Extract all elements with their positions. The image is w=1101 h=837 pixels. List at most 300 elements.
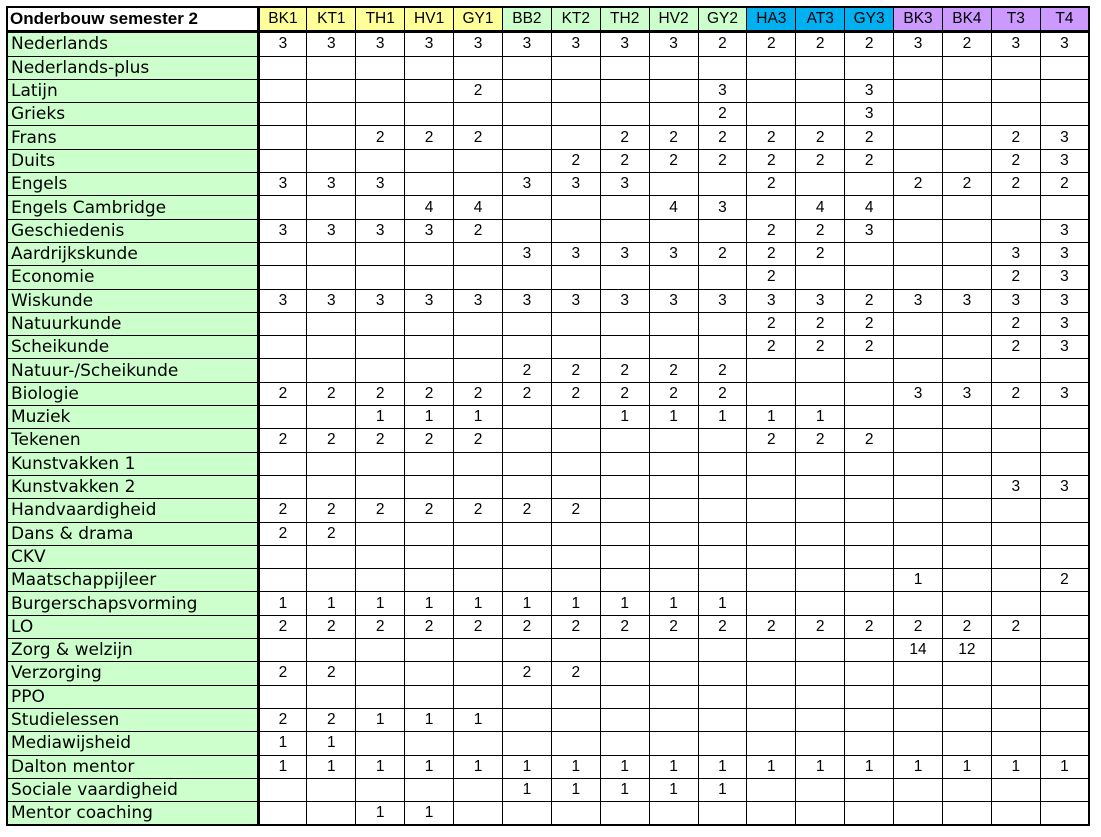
hours-cell[interactable] [942,242,991,265]
hours-cell[interactable]: 2 [649,149,698,172]
hours-cell[interactable] [551,545,600,568]
hours-cell[interactable] [307,569,356,592]
hours-cell[interactable]: 1 [551,778,600,801]
hours-cell[interactable]: 2 [796,126,845,149]
hours-cell[interactable] [258,359,307,382]
hours-cell[interactable] [405,778,454,801]
subject-cell[interactable]: Latijn [7,79,258,102]
hours-cell[interactable]: 2 [307,662,356,685]
hours-cell[interactable]: 4 [405,196,454,219]
hours-cell[interactable] [454,569,503,592]
hours-cell[interactable]: 2 [454,615,503,638]
hours-cell[interactable] [845,359,894,382]
hours-cell[interactable]: 1 [649,755,698,778]
hours-cell[interactable] [600,452,649,475]
hours-cell[interactable]: 1 [307,755,356,778]
class-header-t4[interactable]: T4 [1040,7,1089,32]
hours-cell[interactable] [258,103,307,126]
hours-cell[interactable] [894,149,943,172]
hours-cell[interactable] [991,499,1040,522]
hours-cell[interactable] [405,522,454,545]
hours-cell[interactable]: 1 [356,755,405,778]
hours-cell[interactable] [942,219,991,242]
hours-cell[interactable] [307,149,356,172]
hours-cell[interactable]: 3 [1040,336,1089,359]
hours-cell[interactable]: 3 [502,242,551,265]
hours-cell[interactable]: 1 [796,755,845,778]
hours-cell[interactable] [307,475,356,498]
subject-cell[interactable]: Natuur-/Scheikunde [7,359,258,382]
hours-cell[interactable] [405,312,454,335]
hours-cell[interactable]: 2 [845,126,894,149]
hours-cell[interactable]: 3 [698,289,747,312]
class-header-th2[interactable]: TH2 [600,7,649,32]
hours-cell[interactable]: 3 [894,32,943,56]
subject-cell[interactable]: Nederlands-plus [7,56,258,79]
hours-cell[interactable] [649,685,698,708]
hours-cell[interactable] [405,452,454,475]
hours-cell[interactable]: 2 [356,382,405,405]
hours-cell[interactable] [258,545,307,568]
hours-cell[interactable]: 1 [356,406,405,429]
subject-cell[interactable]: Dalton mentor [7,755,258,778]
hours-cell[interactable] [454,266,503,289]
class-header-at3[interactable]: AT3 [796,7,845,32]
hours-cell[interactable] [845,475,894,498]
hours-cell[interactable]: 4 [796,196,845,219]
hours-cell[interactable]: 2 [1040,569,1089,592]
hours-cell[interactable]: 1 [405,802,454,826]
hours-cell[interactable] [845,732,894,755]
subject-cell[interactable]: Nederlands [7,32,258,56]
hours-cell[interactable] [454,639,503,662]
subject-cell[interactable]: Burgerschapsvorming [7,592,258,615]
hours-cell[interactable]: 1 [356,802,405,826]
hours-cell[interactable] [405,266,454,289]
hours-cell[interactable]: 3 [551,32,600,56]
hours-cell[interactable] [649,732,698,755]
hours-cell[interactable] [747,522,796,545]
subject-cell[interactable]: Maatschappijleer [7,569,258,592]
hours-cell[interactable] [454,545,503,568]
hours-cell[interactable]: 3 [845,219,894,242]
hours-cell[interactable] [845,173,894,196]
hours-cell[interactable]: 3 [600,242,649,265]
subject-cell[interactable]: Economie [7,266,258,289]
hours-cell[interactable] [1040,592,1089,615]
hours-cell[interactable] [796,266,845,289]
subject-cell[interactable]: Kunstvakken 2 [7,475,258,498]
hours-cell[interactable] [747,499,796,522]
hours-cell[interactable]: 1 [258,732,307,755]
hours-cell[interactable]: 2 [600,359,649,382]
hours-cell[interactable] [796,662,845,685]
class-header-gy3[interactable]: GY3 [845,7,894,32]
hours-cell[interactable] [454,173,503,196]
hours-cell[interactable] [942,708,991,731]
hours-cell[interactable]: 3 [991,32,1040,56]
class-header-bk4[interactable]: BK4 [942,7,991,32]
hours-cell[interactable]: 1 [405,755,454,778]
hours-cell[interactable]: 2 [698,126,747,149]
subject-cell[interactable]: Mediawijsheid [7,732,258,755]
hours-cell[interactable]: 3 [258,173,307,196]
hours-cell[interactable] [502,569,551,592]
hours-cell[interactable] [307,802,356,826]
hours-cell[interactable] [698,56,747,79]
hours-cell[interactable] [551,569,600,592]
hours-cell[interactable] [845,802,894,826]
hours-cell[interactable] [991,732,1040,755]
hours-cell[interactable] [991,79,1040,102]
hours-cell[interactable]: 2 [551,499,600,522]
hours-cell[interactable] [698,662,747,685]
hours-cell[interactable]: 2 [698,149,747,172]
hours-cell[interactable] [845,685,894,708]
hours-cell[interactable] [600,802,649,826]
hours-cell[interactable] [991,522,1040,545]
hours-cell[interactable]: 2 [356,429,405,452]
hours-cell[interactable]: 1 [258,592,307,615]
hours-cell[interactable] [649,219,698,242]
hours-cell[interactable] [502,685,551,708]
hours-cell[interactable]: 3 [698,79,747,102]
subject-cell[interactable]: PPO [7,685,258,708]
hours-cell[interactable]: 2 [405,499,454,522]
hours-cell[interactable]: 1 [600,755,649,778]
hours-cell[interactable] [454,662,503,685]
hours-cell[interactable] [600,56,649,79]
subject-cell[interactable]: Muziek [7,406,258,429]
hours-cell[interactable]: 2 [845,615,894,638]
hours-cell[interactable] [942,126,991,149]
hours-cell[interactable]: 2 [747,429,796,452]
hours-cell[interactable] [502,475,551,498]
hours-cell[interactable] [894,732,943,755]
hours-cell[interactable] [747,475,796,498]
hours-cell[interactable] [649,499,698,522]
hours-cell[interactable] [502,149,551,172]
hours-cell[interactable]: 2 [502,662,551,685]
hours-cell[interactable]: 2 [551,149,600,172]
hours-cell[interactable] [747,685,796,708]
hours-cell[interactable]: 1 [454,755,503,778]
subject-cell[interactable]: Frans [7,126,258,149]
hours-cell[interactable]: 3 [551,173,600,196]
hours-cell[interactable] [258,56,307,79]
hours-cell[interactable] [502,219,551,242]
hours-cell[interactable]: 2 [991,173,1040,196]
hours-cell[interactable] [698,708,747,731]
hours-cell[interactable] [649,545,698,568]
hours-cell[interactable] [356,685,405,708]
hours-cell[interactable] [551,196,600,219]
hours-cell[interactable]: 2 [307,708,356,731]
hours-cell[interactable] [1040,545,1089,568]
hours-cell[interactable] [747,452,796,475]
hours-cell[interactable] [258,79,307,102]
hours-cell[interactable] [551,406,600,429]
hours-cell[interactable]: 1 [649,406,698,429]
hours-cell[interactable] [698,732,747,755]
hours-cell[interactable]: 2 [991,336,1040,359]
hours-cell[interactable] [747,56,796,79]
hours-cell[interactable]: 2 [551,382,600,405]
hours-cell[interactable] [600,429,649,452]
hours-cell[interactable] [307,56,356,79]
hours-cell[interactable]: 2 [258,615,307,638]
hours-cell[interactable]: 2 [747,149,796,172]
hours-cell[interactable] [649,522,698,545]
hours-cell[interactable]: 3 [845,79,894,102]
hours-cell[interactable] [894,545,943,568]
hours-cell[interactable] [747,359,796,382]
hours-cell[interactable]: 1 [551,592,600,615]
hours-cell[interactable]: 2 [894,615,943,638]
hours-cell[interactable] [845,406,894,429]
subject-cell[interactable]: Dans & drama [7,522,258,545]
hours-cell[interactable] [502,312,551,335]
hours-cell[interactable] [991,103,1040,126]
hours-cell[interactable] [991,639,1040,662]
hours-cell[interactable]: 2 [454,126,503,149]
hours-cell[interactable] [796,499,845,522]
hours-cell[interactable] [551,312,600,335]
hours-cell[interactable]: 2 [405,615,454,638]
hours-cell[interactable]: 2 [698,382,747,405]
hours-cell[interactable]: 1 [307,592,356,615]
subject-cell[interactable]: Geschiedenis [7,219,258,242]
hours-cell[interactable] [600,475,649,498]
hours-cell[interactable] [405,359,454,382]
hours-cell[interactable]: 2 [502,359,551,382]
hours-cell[interactable]: 3 [356,219,405,242]
hours-cell[interactable]: 2 [405,126,454,149]
hours-cell[interactable] [796,802,845,826]
hours-cell[interactable] [796,452,845,475]
hours-cell[interactable] [454,732,503,755]
hours-cell[interactable] [405,569,454,592]
hours-cell[interactable]: 1 [600,778,649,801]
hours-cell[interactable] [1040,662,1089,685]
hours-cell[interactable]: 2 [747,336,796,359]
hours-cell[interactable]: 2 [747,242,796,265]
hours-cell[interactable]: 3 [649,242,698,265]
hours-cell[interactable] [796,173,845,196]
hours-cell[interactable] [796,382,845,405]
hours-cell[interactable] [551,522,600,545]
hours-cell[interactable] [942,266,991,289]
hours-cell[interactable] [454,359,503,382]
hours-cell[interactable] [307,452,356,475]
hours-cell[interactable] [258,685,307,708]
hours-cell[interactable] [991,452,1040,475]
hours-cell[interactable] [649,173,698,196]
hours-cell[interactable]: 2 [796,312,845,335]
hours-cell[interactable] [258,802,307,826]
hours-cell[interactable] [1040,406,1089,429]
hours-cell[interactable] [796,359,845,382]
hours-cell[interactable]: 3 [502,173,551,196]
hours-cell[interactable] [796,732,845,755]
hours-cell[interactable]: 3 [698,196,747,219]
hours-cell[interactable]: 3 [551,242,600,265]
subject-cell[interactable]: Wiskunde [7,289,258,312]
hours-cell[interactable]: 2 [796,429,845,452]
class-header-gy1[interactable]: GY1 [454,7,503,32]
hours-cell[interactable] [1040,522,1089,545]
hours-cell[interactable] [405,336,454,359]
hours-cell[interactable]: 2 [600,149,649,172]
hours-cell[interactable]: 3 [356,289,405,312]
hours-cell[interactable] [502,708,551,731]
hours-cell[interactable] [698,522,747,545]
hours-cell[interactable] [307,103,356,126]
hours-cell[interactable] [307,312,356,335]
hours-cell[interactable]: 2 [600,382,649,405]
hours-cell[interactable] [356,56,405,79]
hours-cell[interactable] [600,522,649,545]
hours-cell[interactable] [356,778,405,801]
hours-cell[interactable]: 3 [1040,126,1089,149]
hours-cell[interactable] [991,406,1040,429]
hours-cell[interactable] [698,569,747,592]
hours-cell[interactable]: 1 [502,778,551,801]
class-header-kt1[interactable]: KT1 [307,7,356,32]
hours-cell[interactable] [747,708,796,731]
hours-cell[interactable] [991,545,1040,568]
class-header-t3[interactable]: T3 [991,7,1040,32]
hours-cell[interactable] [1040,196,1089,219]
hours-cell[interactable] [405,56,454,79]
hours-cell[interactable]: 2 [454,499,503,522]
hours-cell[interactable] [894,196,943,219]
hours-cell[interactable] [356,359,405,382]
hours-cell[interactable] [502,452,551,475]
hours-cell[interactable]: 3 [1040,266,1089,289]
hours-cell[interactable] [307,79,356,102]
hours-cell[interactable]: 1 [796,406,845,429]
hours-cell[interactable] [258,266,307,289]
hours-cell[interactable] [991,685,1040,708]
hours-cell[interactable]: 3 [258,219,307,242]
hours-cell[interactable]: 12 [942,639,991,662]
hours-cell[interactable] [649,569,698,592]
hours-cell[interactable]: 2 [942,173,991,196]
hours-cell[interactable] [845,56,894,79]
hours-cell[interactable]: 2 [991,266,1040,289]
hours-cell[interactable] [454,685,503,708]
hours-cell[interactable]: 2 [796,615,845,638]
subject-cell[interactable]: Biologie [7,382,258,405]
hours-cell[interactable]: 3 [405,289,454,312]
hours-cell[interactable] [405,242,454,265]
hours-cell[interactable] [551,429,600,452]
hours-cell[interactable]: 14 [894,639,943,662]
hours-cell[interactable] [698,475,747,498]
hours-cell[interactable]: 2 [405,382,454,405]
hours-cell[interactable] [894,126,943,149]
hours-cell[interactable] [600,569,649,592]
class-header-gy2[interactable]: GY2 [698,7,747,32]
hours-cell[interactable] [698,173,747,196]
hours-cell[interactable]: 2 [356,499,405,522]
hours-cell[interactable]: 2 [551,359,600,382]
hours-cell[interactable] [551,56,600,79]
hours-cell[interactable]: 2 [942,32,991,56]
hours-cell[interactable] [942,475,991,498]
hours-cell[interactable] [894,685,943,708]
hours-cell[interactable] [845,452,894,475]
hours-cell[interactable] [894,219,943,242]
hours-cell[interactable] [551,475,600,498]
hours-cell[interactable] [942,522,991,545]
hours-cell[interactable]: 2 [258,382,307,405]
hours-cell[interactable] [942,778,991,801]
hours-cell[interactable]: 3 [600,289,649,312]
hours-cell[interactable] [1040,778,1089,801]
hours-cell[interactable]: 3 [356,32,405,56]
class-header-bb2[interactable]: BB2 [502,7,551,32]
hours-cell[interactable] [894,522,943,545]
hours-cell[interactable]: 2 [307,429,356,452]
hours-cell[interactable] [307,242,356,265]
hours-cell[interactable] [600,545,649,568]
hours-cell[interactable] [551,336,600,359]
hours-cell[interactable] [454,242,503,265]
hours-cell[interactable] [747,778,796,801]
hours-cell[interactable]: 2 [747,266,796,289]
hours-cell[interactable]: 2 [796,219,845,242]
hours-cell[interactable] [454,312,503,335]
hours-cell[interactable] [845,708,894,731]
hours-cell[interactable]: 2 [649,359,698,382]
hours-cell[interactable]: 2 [307,522,356,545]
hours-cell[interactable]: 3 [942,289,991,312]
hours-cell[interactable] [894,242,943,265]
hours-cell[interactable] [942,149,991,172]
hours-cell[interactable] [307,359,356,382]
hours-cell[interactable] [991,56,1040,79]
hours-cell[interactable] [307,126,356,149]
hours-cell[interactable] [307,639,356,662]
hours-cell[interactable] [502,56,551,79]
hours-cell[interactable]: 2 [698,615,747,638]
hours-cell[interactable]: 2 [845,336,894,359]
hours-cell[interactable]: 1 [600,406,649,429]
hours-cell[interactable] [942,406,991,429]
hours-cell[interactable] [356,545,405,568]
hours-cell[interactable] [1040,79,1089,102]
hours-cell[interactable]: 3 [600,173,649,196]
hours-cell[interactable] [258,475,307,498]
class-header-bk3[interactable]: BK3 [894,7,943,32]
hours-cell[interactable] [502,336,551,359]
hours-cell[interactable] [307,545,356,568]
hours-cell[interactable] [454,778,503,801]
hours-cell[interactable]: 1 [649,778,698,801]
hours-cell[interactable] [991,219,1040,242]
subject-cell[interactable]: Sociale vaardigheid [7,778,258,801]
subject-cell[interactable]: Tekenen [7,429,258,452]
hours-cell[interactable] [698,336,747,359]
hours-cell[interactable] [747,569,796,592]
hours-cell[interactable]: 2 [845,312,894,335]
hours-cell[interactable]: 1 [894,569,943,592]
hours-cell[interactable]: 2 [258,429,307,452]
hours-cell[interactable]: 2 [405,429,454,452]
hours-cell[interactable]: 2 [258,522,307,545]
